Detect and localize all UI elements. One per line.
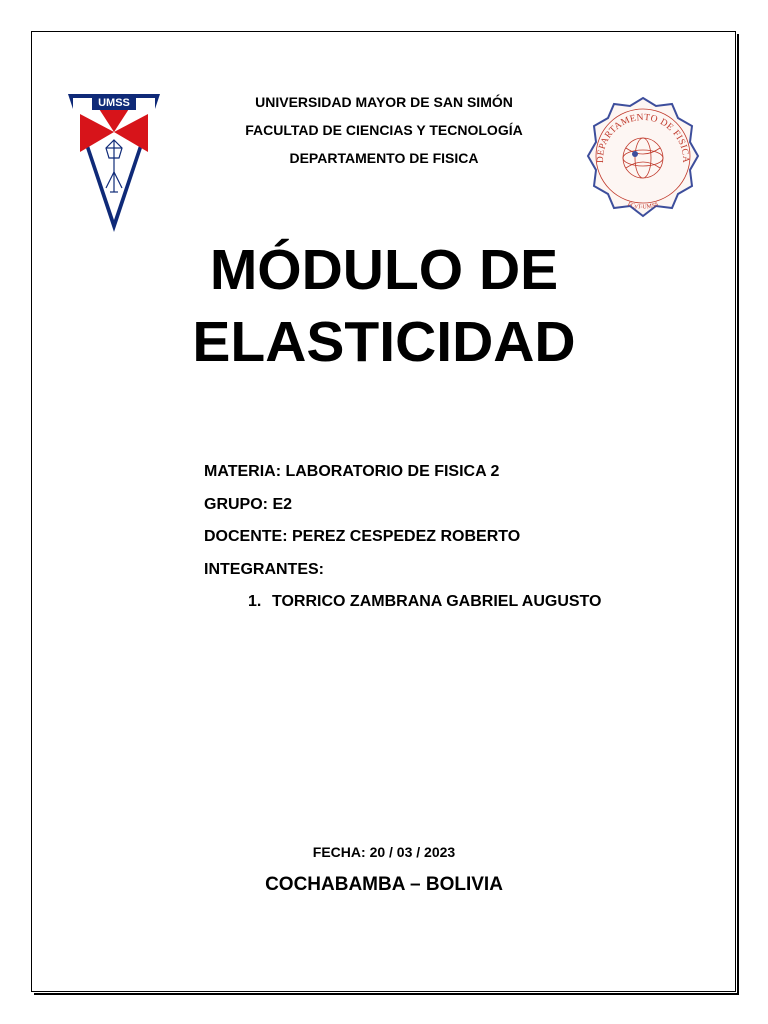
member-number: 1. xyxy=(248,593,262,610)
location-line: COCHABAMBA – BOLIVIA xyxy=(265,874,503,895)
member-item xyxy=(248,593,601,611)
member-name: TORRICO ZAMBRANA GABRIEL AUGUSTO xyxy=(272,593,602,610)
department-name: DEPARTAMENTO DE FISICA xyxy=(289,150,479,166)
members-label: INTEGRANTES: xyxy=(204,561,324,578)
seal-top-text: DEPARTAMENTO DE FISICA xyxy=(595,112,691,164)
subject-line: MATERIA: LABORATORIO DE FISICA 2 xyxy=(204,463,500,480)
university-name: UNIVERSIDAD MAYOR DE SAN SIMÓN xyxy=(255,94,513,110)
teacher-line: DOCENTE: PEREZ CESPEDEZ ROBERTO xyxy=(204,528,521,545)
document-title-line-2: ELASTICIDAD xyxy=(192,310,576,374)
document-title-line-1: MÓDULO DE xyxy=(209,238,559,302)
umss-logo xyxy=(66,92,162,234)
group-line: GRUPO: E2 xyxy=(204,496,293,513)
faculty-name: FACULTAD DE CIENCIAS Y TECNOLOGÍA xyxy=(245,122,523,138)
seal-bottom-text: FCyT-UMSS xyxy=(626,201,660,211)
date-line: FECHA: 20 / 03 / 2023 xyxy=(312,844,456,860)
umss-logo-text: UMSS xyxy=(98,97,130,109)
